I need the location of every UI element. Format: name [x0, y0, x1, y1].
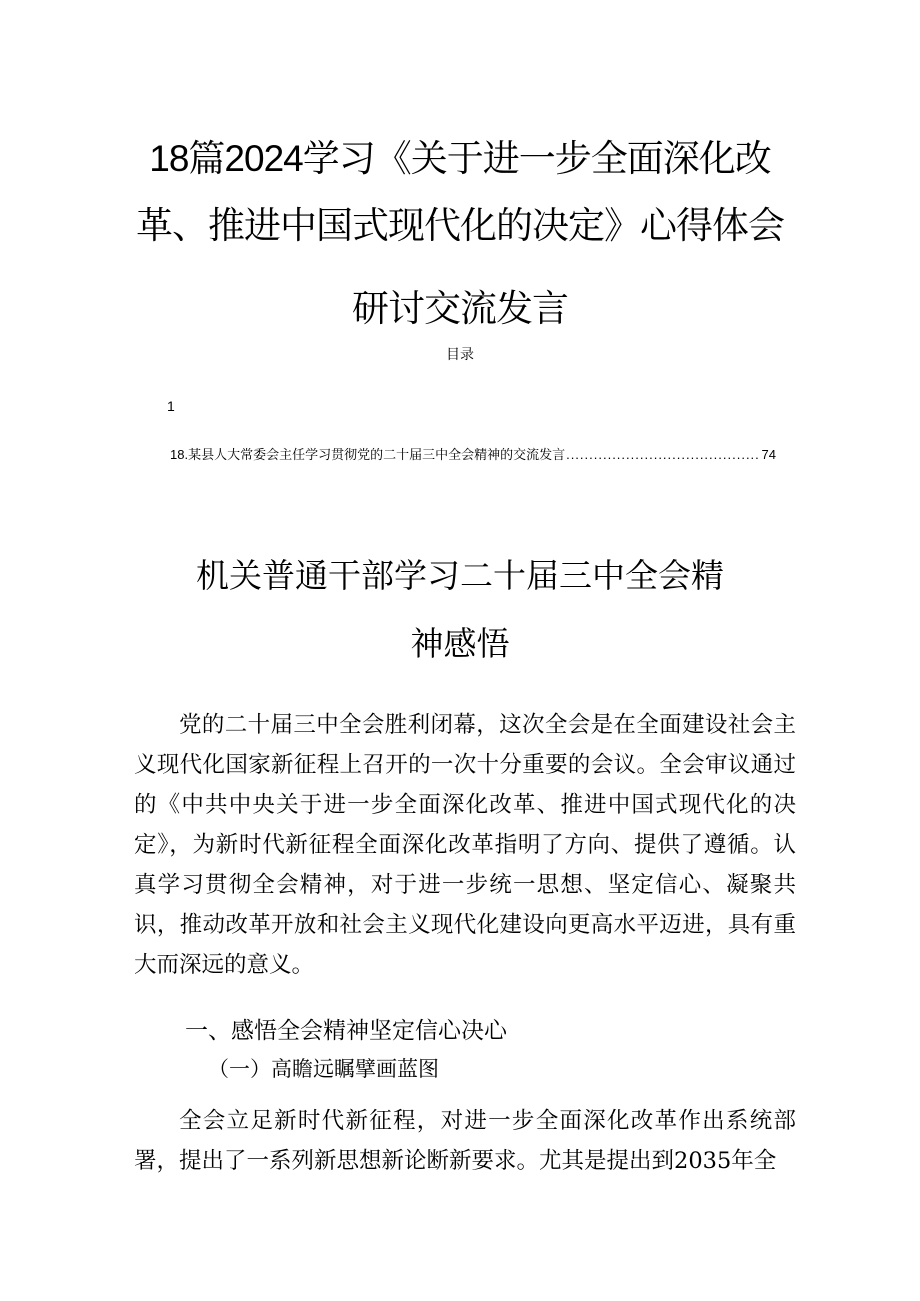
toc-entry-page: 74: [761, 447, 776, 462]
section-heading: 一、感悟全会精神坚定信心决心: [185, 1017, 507, 1043]
subsection-heading: （一）高瞻远瞩擘画蓝图: [208, 1057, 439, 1081]
toc-number: 1: [167, 398, 175, 414]
document-title-line-1: 18篇2024学习《关于进一步全面深化改: [149, 138, 771, 179]
toc-entry-leader-dots: ..........................................: [566, 447, 760, 462]
article-paragraph-2: 全会立足新时代新征程，对进一步全面深化改革作出系统部署，提出了一系列新思想新论断新要求。尤其是提出到2035年全: [134, 1108, 796, 1174]
article-paragraph-1: 党的二十届三中全会胜利闭幕，这次全会是在全面建设社会主义现代化国家新征程上召开的一次十分重要的会议。全会审议通过的《中共中央关于进一步全面深化改革、推进中国式现代化的决定》，为新时代新征程全面深化改革指明了方向、提供了遵循。认真学习贯彻全会精神，对于进一步统一思想、坚定信心、凝聚共识，推动改革开放和社会主义现代化建设向更高水平迈进，具有重大而深远的意义。: [134, 712, 796, 978]
toc-entry[interactable]: [170, 444, 776, 463]
document-title-line-2: 革、推进中国式现代化的决定》心得体会: [136, 205, 784, 246]
article-title-line-1: 机关普通干部学习二十届三中全会精: [196, 557, 724, 594]
document-title-line-3: 研讨交流发言: [352, 288, 568, 329]
article-title-line-2: 神感悟: [410, 625, 510, 662]
toc-heading: 目录: [446, 346, 474, 362]
toc-entry-text: 18.某县人大常委会主任学习贯彻党的二十届三中全会精神的交流发言: [170, 447, 566, 462]
